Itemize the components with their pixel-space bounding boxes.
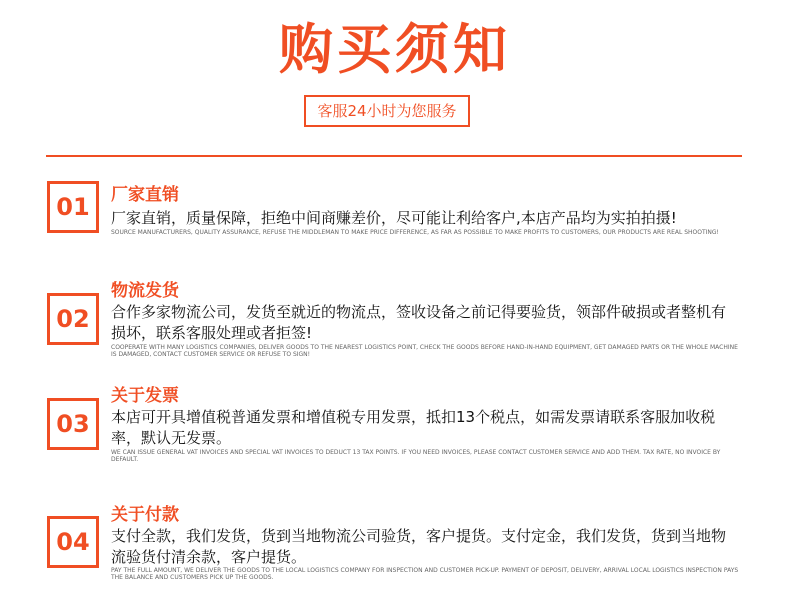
item-title: 关于发票 [111,386,179,406]
item-body: 厂家直销，质量保障，拒绝中间商赚差价，尽可能让利给客户,本店产品均为实拍拍摄! [111,209,677,227]
item-body: 支付全款，我们发货，货到当地物流公司验货，客户提货。支付定金，我们发货，货到当地物流验货付清余款，客户提货。 [111,527,727,566]
item-body: 本店可开具增值税普通发票和增值税专用发票，抵扣13个税点，如需发票请联系客服加收税率，默认无发票。 [111,408,716,447]
item-title: 厂家直销 [111,185,179,205]
item-number-box: 02 [47,293,99,345]
item-english-text: SOURCE MANUFACTURERS, QUALITY ASSURANCE, REFUSE THE MIDDLEMAN TO MAKE PRICE DIFFERENCE, AS FAR AS POSSIBLE TO MAKE PROFITS TO CUSTOMERS, OUR PRODUCTS ARE REAL SHOOTING! [111,229,719,236]
header-divider [46,155,742,157]
item-english-text: WE CAN ISSUE GENERAL VAT INVOICES AND SPECIAL VAT INVOICES TO DEDUCT 13 TAX POINTS. IF YOU NEED INVOICES, PLEASE CONTACT CUSTOMER SERVICE AND ADD THEM. TAX RATE, NO INVOICE BY DEFAULT. [111,449,721,463]
item-english-text: PAY THE FULL AMOUNT, WE DELIVER THE GOODS TO THE LOCAL LOGISTICS COMPANY FOR INSPECTION AND CUSTOMER PICK-UP. PAYMENT OF DEPOSIT, DELIVERY, ARRIVAL LOCAL LOGISTICS INSPECTION PAYS THE BALANCE AND CUSTOMERS PICK UP THE GOODS. [111,567,739,581]
page-title: 购买须知 [279,18,511,81]
item-title: 物流发货 [111,281,179,301]
item-number-box: 03 [47,398,99,450]
item-title: 关于付款 [111,505,179,525]
item-number-box: 01 [47,181,99,233]
service-hours-badge: 客服24小时为您服务 [304,95,470,127]
item-number-box: 04 [47,516,99,568]
item-body: 合作多家物流公司，发货至就近的物流点，签收设备之前记得要验货，领部件破损或者整机有损坏，联系客服处理或者拒签! [111,303,727,342]
item-english-text: COOPERATE WITH MANY LOGISTICS COMPANIES, DELIVER GOODS TO THE NEAREST LOGISTICS POINT, CHECK THE GOODS BEFORE HAND-IN-HAND EQUIPMENT, GET DAMAGED PARTS OR THE WHOLE MACHINE IS DAMAGED, CONTACT CUSTOMER SERVICE OR REFUSE TO SIGN! [111,344,738,358]
